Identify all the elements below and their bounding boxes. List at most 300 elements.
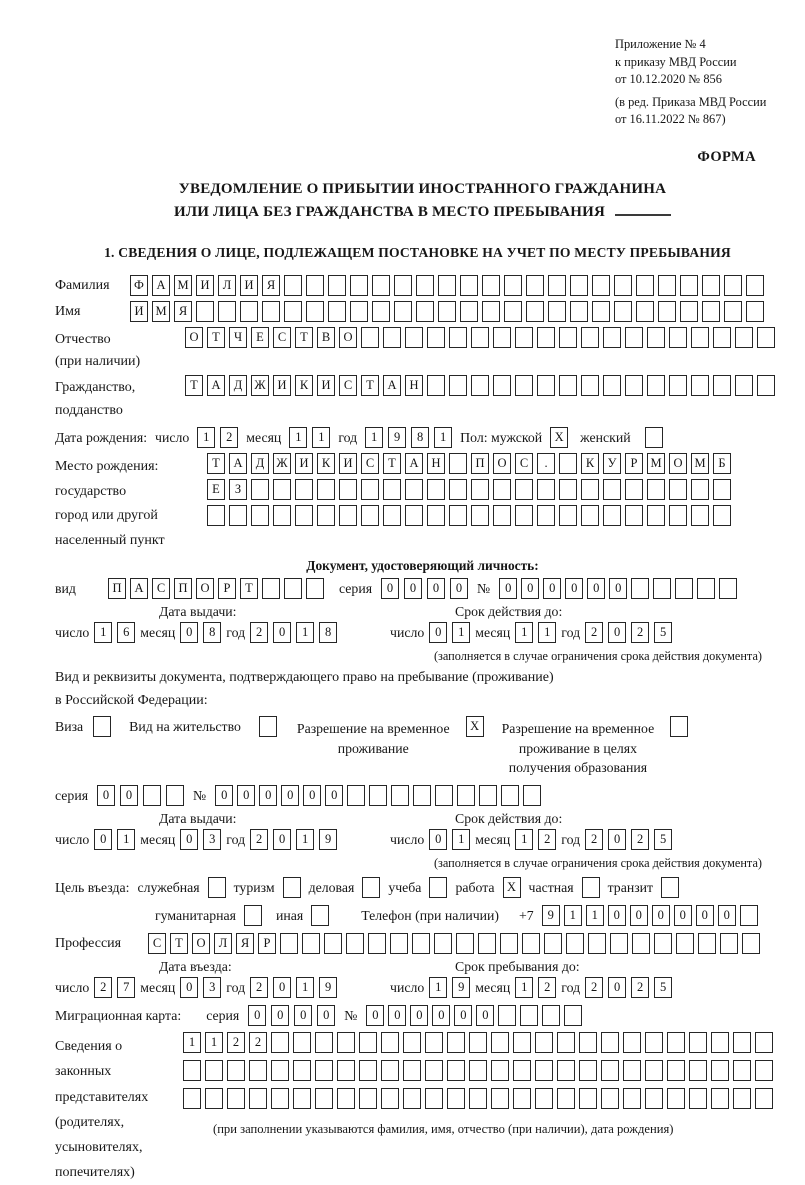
char-box[interactable] (491, 1088, 509, 1109)
char-box[interactable] (515, 505, 533, 526)
char-box[interactable]: 1 (452, 829, 470, 850)
char-box[interactable]: М (174, 275, 192, 296)
char-box[interactable] (205, 1060, 223, 1081)
char-box[interactable] (625, 505, 643, 526)
char-box[interactable]: О (493, 453, 511, 474)
char-box[interactable] (471, 505, 489, 526)
char-box[interactable] (416, 275, 434, 296)
char-box[interactable] (579, 1032, 597, 1053)
char-box[interactable] (262, 578, 280, 599)
char-box[interactable]: 0 (120, 785, 138, 806)
char-box[interactable]: К (295, 375, 313, 396)
char-box[interactable]: А (130, 578, 148, 599)
char-box[interactable]: 0 (410, 1005, 428, 1026)
char-box[interactable]: 1 (586, 905, 604, 926)
char-box[interactable]: 3 (203, 977, 221, 998)
char-box[interactable] (449, 327, 467, 348)
char-box[interactable] (733, 1032, 751, 1053)
char-box[interactable] (368, 933, 386, 954)
char-box[interactable]: 2 (227, 1032, 245, 1053)
char-box[interactable] (559, 327, 577, 348)
char-box[interactable] (273, 479, 291, 500)
char-box[interactable] (306, 578, 324, 599)
char-box[interactable]: . (537, 453, 555, 474)
char-box[interactable] (720, 933, 738, 954)
char-box[interactable]: 1 (515, 829, 533, 850)
char-box[interactable]: Ч (229, 327, 247, 348)
char-box[interactable] (625, 479, 643, 500)
char-box[interactable] (405, 479, 423, 500)
char-box[interactable] (471, 375, 489, 396)
char-box[interactable]: 9 (388, 427, 406, 448)
char-box[interactable] (493, 375, 511, 396)
char-box[interactable]: П (174, 578, 192, 599)
char-box[interactable] (249, 1060, 267, 1081)
visa-checkbox[interactable] (93, 716, 111, 737)
char-box[interactable]: Е (207, 479, 225, 500)
char-box[interactable]: 0 (476, 1005, 494, 1026)
char-box[interactable] (469, 1088, 487, 1109)
char-box[interactable] (218, 301, 236, 322)
char-box[interactable] (557, 1032, 575, 1053)
char-box[interactable]: 2 (631, 829, 649, 850)
purpose-checkbox[interactable] (244, 905, 262, 926)
char-box[interactable]: 1 (365, 427, 383, 448)
char-box[interactable]: 0 (432, 1005, 450, 1026)
char-box[interactable]: 0 (281, 785, 299, 806)
female-checkbox[interactable] (645, 427, 663, 448)
purpose-checkbox[interactable] (661, 877, 679, 898)
char-box[interactable]: Ж (273, 453, 291, 474)
char-box[interactable] (412, 933, 430, 954)
char-box[interactable]: 0 (587, 578, 605, 599)
char-box[interactable] (523, 785, 541, 806)
char-box[interactable]: 1 (205, 1032, 223, 1053)
char-box[interactable] (548, 301, 566, 322)
char-box[interactable] (581, 375, 599, 396)
char-box[interactable] (413, 785, 431, 806)
char-box[interactable]: 8 (203, 622, 221, 643)
char-box[interactable] (293, 1088, 311, 1109)
char-box[interactable] (317, 505, 335, 526)
char-box[interactable] (526, 301, 544, 322)
char-box[interactable] (449, 375, 467, 396)
char-box[interactable]: И (240, 275, 258, 296)
char-box[interactable] (755, 1032, 773, 1053)
char-box[interactable] (383, 505, 401, 526)
char-box[interactable] (645, 1088, 663, 1109)
char-box[interactable]: 8 (319, 622, 337, 643)
char-box[interactable] (724, 301, 742, 322)
char-box[interactable] (632, 933, 650, 954)
char-box[interactable] (742, 933, 760, 954)
char-box[interactable] (544, 933, 562, 954)
char-box[interactable] (513, 1032, 531, 1053)
char-box[interactable]: Д (251, 453, 269, 474)
purpose-checkbox[interactable] (362, 877, 380, 898)
char-box[interactable] (447, 1088, 465, 1109)
char-box[interactable]: К (581, 453, 599, 474)
char-box[interactable] (271, 1032, 289, 1053)
char-box[interactable] (295, 505, 313, 526)
char-box[interactable]: Т (207, 327, 225, 348)
char-box[interactable] (339, 479, 357, 500)
char-box[interactable] (557, 1088, 575, 1109)
char-box[interactable]: 0 (404, 578, 422, 599)
char-box[interactable] (542, 1005, 560, 1026)
char-box[interactable] (359, 1060, 377, 1081)
char-box[interactable] (603, 375, 621, 396)
char-box[interactable] (447, 1032, 465, 1053)
purpose-checkbox[interactable] (429, 877, 447, 898)
char-box[interactable]: М (691, 453, 709, 474)
char-box[interactable] (337, 1060, 355, 1081)
char-box[interactable]: Т (207, 453, 225, 474)
char-box[interactable]: 1 (564, 905, 582, 926)
char-box[interactable] (166, 785, 184, 806)
char-box[interactable] (498, 1005, 516, 1026)
char-box[interactable] (724, 275, 742, 296)
char-box[interactable]: Т (383, 453, 401, 474)
char-box[interactable] (669, 505, 687, 526)
char-box[interactable]: 3 (203, 829, 221, 850)
char-box[interactable]: Р (625, 453, 643, 474)
char-box[interactable] (537, 375, 555, 396)
char-box[interactable]: Т (170, 933, 188, 954)
char-box[interactable]: 0 (608, 622, 626, 643)
char-box[interactable] (372, 301, 390, 322)
char-box[interactable] (601, 1032, 619, 1053)
char-box[interactable] (581, 479, 599, 500)
char-box[interactable] (438, 275, 456, 296)
char-box[interactable] (601, 1060, 619, 1081)
char-box[interactable] (403, 1060, 421, 1081)
char-box[interactable] (456, 933, 474, 954)
char-box[interactable] (324, 933, 342, 954)
char-box[interactable]: Н (427, 453, 445, 474)
char-box[interactable] (702, 275, 720, 296)
char-box[interactable]: Я (262, 275, 280, 296)
char-box[interactable] (603, 479, 621, 500)
char-box[interactable] (647, 479, 665, 500)
char-box[interactable] (548, 275, 566, 296)
char-box[interactable]: Ф (130, 275, 148, 296)
char-box[interactable] (403, 1088, 421, 1109)
char-box[interactable]: 0 (271, 1005, 289, 1026)
char-box[interactable] (691, 327, 709, 348)
purpose-checkbox[interactable] (582, 877, 600, 898)
char-box[interactable] (383, 479, 401, 500)
char-box[interactable] (526, 275, 544, 296)
char-box[interactable] (535, 1088, 553, 1109)
char-box[interactable] (227, 1088, 245, 1109)
char-box[interactable]: Т (295, 327, 313, 348)
char-box[interactable]: 9 (319, 829, 337, 850)
char-box[interactable]: 0 (608, 905, 626, 926)
char-box[interactable] (425, 1032, 443, 1053)
char-box[interactable] (361, 479, 379, 500)
char-box[interactable]: А (405, 453, 423, 474)
char-box[interactable]: П (108, 578, 126, 599)
char-box[interactable]: Я (174, 301, 192, 322)
char-box[interactable]: 2 (585, 977, 603, 998)
char-box[interactable]: П (471, 453, 489, 474)
male-checkbox[interactable]: X (550, 427, 568, 448)
char-box[interactable]: О (196, 578, 214, 599)
char-box[interactable]: 9 (319, 977, 337, 998)
char-box[interactable] (143, 785, 161, 806)
char-box[interactable]: С (361, 453, 379, 474)
char-box[interactable] (625, 375, 643, 396)
char-box[interactable] (601, 1088, 619, 1109)
char-box[interactable] (427, 479, 445, 500)
char-box[interactable] (347, 785, 365, 806)
char-box[interactable] (654, 933, 672, 954)
char-box[interactable] (493, 505, 511, 526)
char-box[interactable] (405, 505, 423, 526)
char-box[interactable] (614, 301, 632, 322)
char-box[interactable]: 1 (452, 622, 470, 643)
char-box[interactable] (713, 479, 731, 500)
char-box[interactable] (196, 301, 214, 322)
char-box[interactable] (271, 1060, 289, 1081)
char-box[interactable]: Р (258, 933, 276, 954)
char-box[interactable] (229, 505, 247, 526)
char-box[interactable]: 9 (452, 977, 470, 998)
char-box[interactable] (381, 1088, 399, 1109)
char-box[interactable] (369, 785, 387, 806)
char-box[interactable]: 0 (366, 1005, 384, 1026)
char-box[interactable] (381, 1032, 399, 1053)
char-box[interactable]: 1 (515, 977, 533, 998)
char-box[interactable]: 0 (273, 829, 291, 850)
char-box[interactable]: 0 (303, 785, 321, 806)
char-box[interactable]: О (192, 933, 210, 954)
char-box[interactable]: 2 (585, 622, 603, 643)
char-box[interactable]: 0 (652, 905, 670, 926)
char-box[interactable] (449, 453, 467, 474)
char-box[interactable]: Н (405, 375, 423, 396)
char-box[interactable] (359, 1032, 377, 1053)
char-box[interactable]: У (603, 453, 621, 474)
temp-permit-checkbox[interactable]: X (466, 716, 484, 737)
char-box[interactable]: И (295, 453, 313, 474)
char-box[interactable]: 9 (542, 905, 560, 926)
char-box[interactable]: 0 (674, 905, 692, 926)
char-box[interactable]: 0 (180, 829, 198, 850)
char-box[interactable] (557, 1060, 575, 1081)
char-box[interactable]: Л (214, 933, 232, 954)
char-box[interactable] (447, 1060, 465, 1081)
char-box[interactable] (513, 1088, 531, 1109)
char-box[interactable] (697, 578, 715, 599)
char-box[interactable]: 0 (317, 1005, 335, 1026)
char-box[interactable] (579, 1060, 597, 1081)
char-box[interactable]: 0 (499, 578, 517, 599)
char-box[interactable] (733, 1088, 751, 1109)
char-box[interactable] (614, 275, 632, 296)
char-box[interactable] (740, 905, 758, 926)
char-box[interactable] (500, 933, 518, 954)
char-box[interactable]: Т (361, 375, 379, 396)
char-box[interactable]: 0 (608, 829, 626, 850)
char-box[interactable]: 0 (454, 1005, 472, 1026)
char-box[interactable]: 0 (608, 977, 626, 998)
char-box[interactable] (337, 1088, 355, 1109)
char-box[interactable] (647, 327, 665, 348)
char-box[interactable] (427, 375, 445, 396)
char-box[interactable] (636, 275, 654, 296)
char-box[interactable]: 2 (249, 1032, 267, 1053)
char-box[interactable] (667, 1032, 685, 1053)
char-box[interactable]: А (152, 275, 170, 296)
char-box[interactable]: 2 (250, 977, 268, 998)
char-box[interactable]: 0 (429, 622, 447, 643)
char-box[interactable] (479, 785, 497, 806)
char-box[interactable] (713, 375, 731, 396)
char-box[interactable] (501, 785, 519, 806)
char-box[interactable] (689, 1060, 707, 1081)
char-box[interactable] (711, 1088, 729, 1109)
char-box[interactable] (427, 327, 445, 348)
purpose-checkbox[interactable] (208, 877, 226, 898)
char-box[interactable] (713, 505, 731, 526)
char-box[interactable] (757, 375, 775, 396)
char-box[interactable]: 0 (294, 1005, 312, 1026)
char-box[interactable] (691, 479, 709, 500)
char-box[interactable]: 0 (325, 785, 343, 806)
char-box[interactable]: Л (218, 275, 236, 296)
purpose-checkbox[interactable] (311, 905, 329, 926)
char-box[interactable]: С (148, 933, 166, 954)
char-box[interactable] (669, 327, 687, 348)
char-box[interactable] (183, 1088, 201, 1109)
char-box[interactable] (205, 1088, 223, 1109)
char-box[interactable]: О (185, 327, 203, 348)
char-box[interactable]: 0 (609, 578, 627, 599)
char-box[interactable] (306, 301, 324, 322)
char-box[interactable]: 1 (183, 1032, 201, 1053)
char-box[interactable] (249, 1088, 267, 1109)
char-box[interactable] (457, 785, 475, 806)
char-box[interactable] (293, 1032, 311, 1053)
char-box[interactable] (689, 1032, 707, 1053)
char-box[interactable] (394, 275, 412, 296)
char-box[interactable] (755, 1088, 773, 1109)
char-box[interactable] (735, 327, 753, 348)
char-box[interactable] (623, 1032, 641, 1053)
char-box[interactable] (227, 1060, 245, 1081)
char-box[interactable] (359, 1088, 377, 1109)
char-box[interactable] (315, 1088, 333, 1109)
char-box[interactable] (535, 1032, 553, 1053)
char-box[interactable] (675, 578, 693, 599)
char-box[interactable] (425, 1088, 443, 1109)
char-box[interactable]: Р (218, 578, 236, 599)
char-box[interactable] (513, 1060, 531, 1081)
char-box[interactable] (570, 301, 588, 322)
char-box[interactable]: С (152, 578, 170, 599)
char-box[interactable] (645, 1032, 663, 1053)
char-box[interactable] (625, 327, 643, 348)
char-box[interactable]: 1 (197, 427, 215, 448)
char-box[interactable] (631, 578, 649, 599)
char-box[interactable]: 2 (538, 829, 556, 850)
char-box[interactable] (504, 301, 522, 322)
char-box[interactable]: 1 (289, 427, 307, 448)
char-box[interactable] (592, 301, 610, 322)
char-box[interactable] (471, 327, 489, 348)
char-box[interactable]: 0 (180, 622, 198, 643)
char-box[interactable] (271, 1088, 289, 1109)
char-box[interactable]: К (317, 453, 335, 474)
char-box[interactable] (383, 327, 401, 348)
char-box[interactable] (284, 578, 302, 599)
char-box[interactable]: Т (240, 578, 258, 599)
char-box[interactable] (280, 933, 298, 954)
char-box[interactable]: С (339, 375, 357, 396)
char-box[interactable] (755, 1060, 773, 1081)
char-box[interactable] (676, 933, 694, 954)
char-box[interactable] (207, 505, 225, 526)
char-box[interactable] (302, 933, 320, 954)
char-box[interactable]: 2 (220, 427, 238, 448)
char-box[interactable]: О (669, 453, 687, 474)
char-box[interactable] (337, 1032, 355, 1053)
char-box[interactable] (427, 505, 445, 526)
char-box[interactable] (504, 275, 522, 296)
char-box[interactable]: В (317, 327, 335, 348)
char-box[interactable]: С (273, 327, 291, 348)
char-box[interactable]: 0 (97, 785, 115, 806)
char-box[interactable]: А (229, 453, 247, 474)
char-box[interactable] (434, 933, 452, 954)
char-box[interactable] (515, 375, 533, 396)
purpose-checkbox[interactable] (283, 877, 301, 898)
char-box[interactable]: 8 (411, 427, 429, 448)
char-box[interactable] (559, 505, 577, 526)
char-box[interactable]: 2 (250, 622, 268, 643)
char-box[interactable] (394, 301, 412, 322)
char-box[interactable]: 5 (654, 622, 672, 643)
char-box[interactable] (491, 1060, 509, 1081)
char-box[interactable] (460, 275, 478, 296)
char-box[interactable] (669, 479, 687, 500)
char-box[interactable] (469, 1032, 487, 1053)
char-box[interactable]: З (229, 479, 247, 500)
char-box[interactable]: 5 (654, 829, 672, 850)
char-box[interactable]: 0 (543, 578, 561, 599)
char-box[interactable] (361, 327, 379, 348)
char-box[interactable]: 2 (631, 977, 649, 998)
char-box[interactable] (460, 301, 478, 322)
char-box[interactable] (579, 1088, 597, 1109)
char-box[interactable] (183, 1060, 201, 1081)
char-box[interactable] (711, 1060, 729, 1081)
char-box[interactable]: 1 (515, 622, 533, 643)
char-box[interactable] (691, 375, 709, 396)
char-box[interactable] (405, 327, 423, 348)
char-box[interactable] (425, 1060, 443, 1081)
char-box[interactable]: 0 (696, 905, 714, 926)
char-box[interactable] (645, 1060, 663, 1081)
char-box[interactable] (372, 275, 390, 296)
char-box[interactable]: 2 (538, 977, 556, 998)
char-box[interactable] (647, 505, 665, 526)
char-box[interactable] (757, 327, 775, 348)
char-box[interactable] (295, 479, 313, 500)
char-box[interactable] (658, 275, 676, 296)
